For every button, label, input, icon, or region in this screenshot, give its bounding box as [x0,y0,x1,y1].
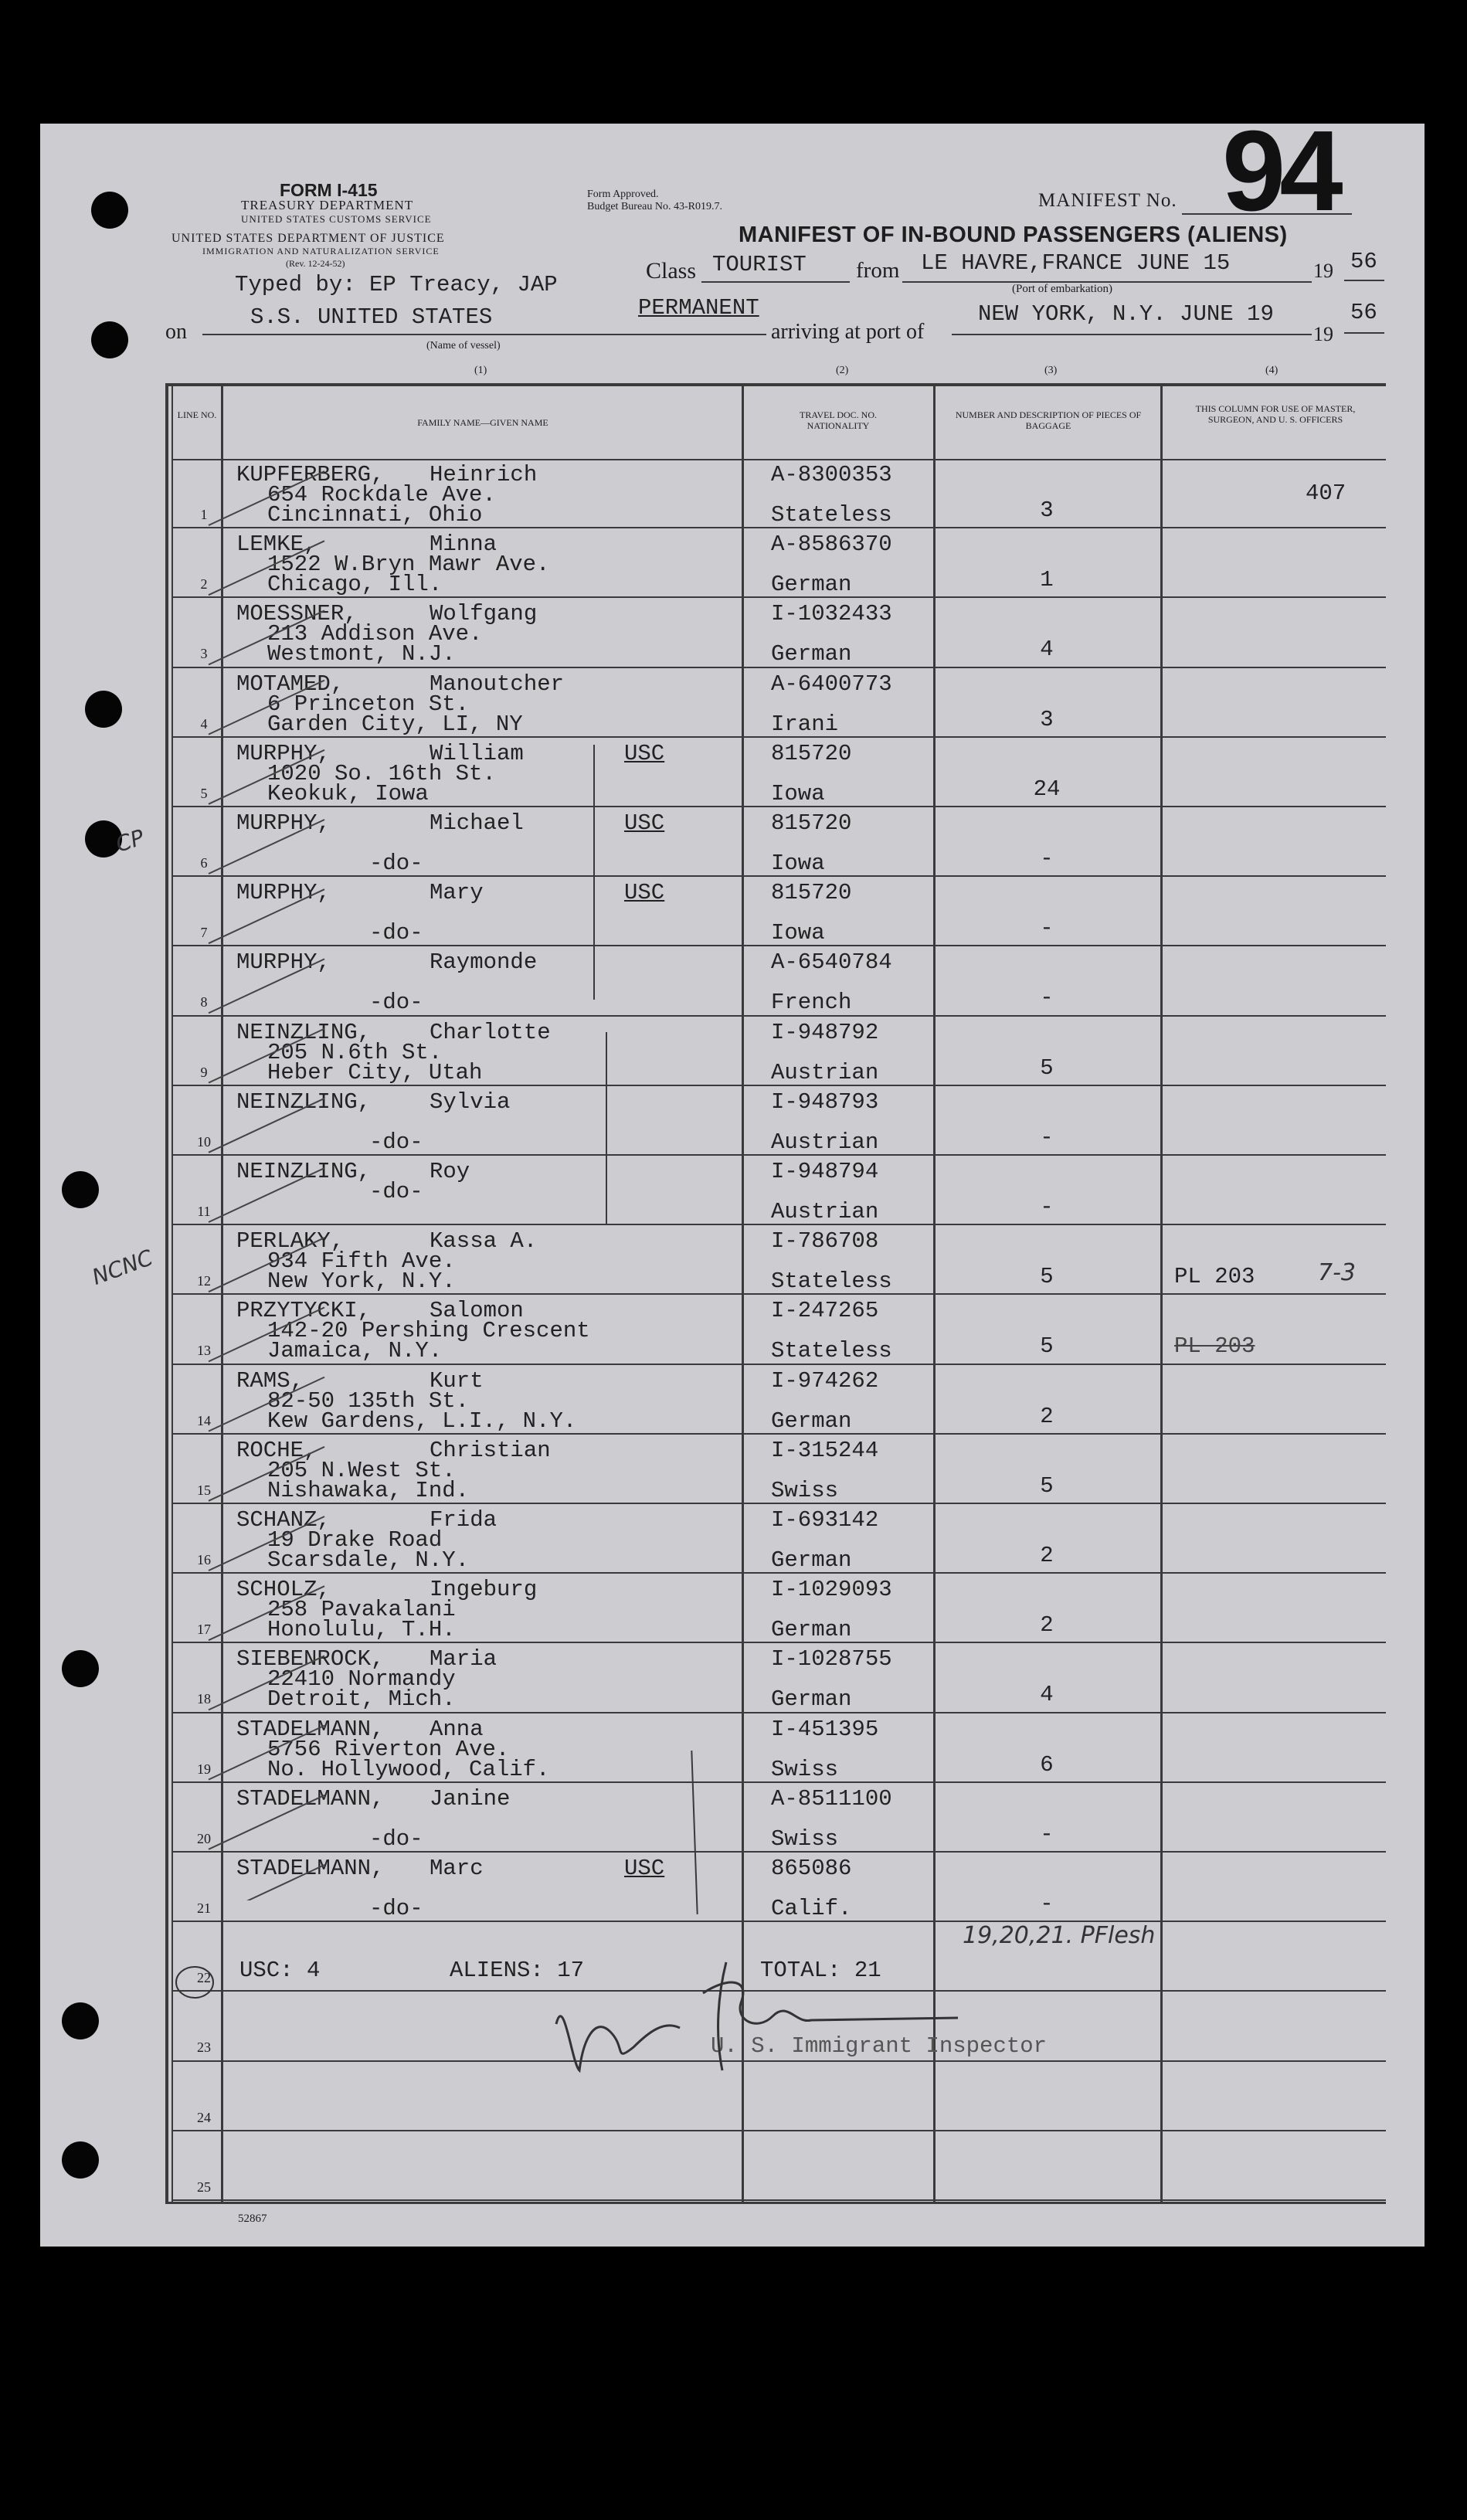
nationality: Iowa [771,920,825,946]
nationality: Irani [771,711,839,737]
officer-note: PL 203 [1174,1333,1255,1360]
handwritten-note: 19,20,21. PFlesh [963,1922,1156,1949]
nationality: Swiss [771,1756,839,1782]
address-line-2: -do- [369,920,423,946]
line-number: 8 [200,994,208,1010]
nationality: Swiss [771,1477,839,1503]
officer-note: 407 [1306,481,1346,506]
address-line-2: Honolulu, T.H. [267,1617,456,1643]
baggage-count: 2 [1040,1403,1054,1429]
family-bracket [593,745,595,1000]
given-name: Roy [430,1159,470,1184]
given-name: William [430,740,524,766]
given-name: Minna [430,532,497,558]
travel-doc-number: I-1029093 [771,1577,892,1603]
line-number: 20 [197,1830,211,1846]
address-line-2: No. Hollywood, Calif. [267,1756,550,1782]
line-number: 18 [197,1691,211,1707]
nationality: Stateless [771,502,892,528]
address-line-2: Cincinnati, Ohio [267,502,483,528]
nationality: Austrian [771,1059,879,1085]
given-name: Ingeburg [430,1577,538,1603]
travel-doc-number: A-8511100 [771,1785,892,1812]
baggage-count: 5 [1040,1055,1054,1081]
travel-doc-number: I-693142 [771,1507,879,1533]
typed-by: Typed by: EP Treacy, JAP [235,272,558,297]
nationality: German [771,572,852,598]
family-name: NEINZLING, [236,1019,372,1045]
binder-hole [91,321,128,358]
address-line-1: 205 N.6th St. [267,1039,443,1065]
usc-mark: USC [624,880,665,906]
travel-doc-number: I-974262 [771,1367,879,1394]
travel-doc-number: I-247265 [771,1298,879,1324]
travel-doc-number: 865086 [771,1856,852,1881]
travel-doc-number: I-451395 [771,1716,879,1742]
baggage-count: - [1040,846,1054,871]
given-name: Raymonde [430,949,538,976]
row-divider [173,2199,1386,2201]
line-number: 22 [197,1970,211,1986]
line-22-circle [171,1959,218,2005]
line-number: 10 [197,1133,211,1150]
address-line-1: -do- [369,1179,423,1204]
check-mark [209,1307,324,1361]
address-line-2: Keokuk, Iowa [267,780,429,807]
check-mark [209,820,324,874]
from-label: from [856,258,900,283]
line-number: 16 [197,1552,211,1567]
class-value: TOURIST [712,252,807,277]
vessel-caption: (Name of vessel) [426,340,501,352]
usc-mark: USC [624,740,665,766]
col-head-line: LINE NO. [177,409,217,420]
check-mark [209,889,324,943]
col-head-baggage: NUMBER AND DESCRIPTION OF PIECES OF BAGGAGE [955,409,1142,431]
given-name: Kurt [430,1367,484,1394]
usc-mark: USC [624,810,665,836]
col-head-officers: THIS COLUMN FOR USE OF MASTER, SURGEON, AND U. S. OFFICERS [1195,403,1356,425]
travel-doc-number: I-1028755 [771,1646,892,1673]
check-mark [209,541,324,595]
line-number: 12 [197,1273,211,1289]
year-from: 56 [1350,249,1377,274]
travel-doc-number: A-6540784 [771,949,892,976]
baggage-count: 5 [1040,1333,1054,1360]
on-label: on [165,320,187,344]
port-embark-caption: (Port of embarkation) [1012,283,1112,295]
given-name: Janine [430,1785,511,1812]
nationality: Calif. [771,1896,852,1921]
baggage-count: - [1040,1821,1054,1847]
check-mark [209,1238,324,1292]
col-num-4: (4) [1265,365,1279,376]
binder-hole [91,192,128,229]
nationality: German [771,1617,852,1643]
line-number: 9 [200,1064,208,1080]
address-line-2: Kew Gardens, L.I., N.Y. [267,1408,577,1434]
travel-doc-number: I-948794 [771,1159,879,1184]
address-line-2: New York, N.Y. [267,1268,456,1295]
binder-hole [85,691,122,728]
page-title: MANIFEST OF IN-BOUND PASSENGERS (ALIENS) [739,222,1288,247]
address-line-2: Westmont, N.J. [267,641,456,667]
officer-note: PL 203 [1174,1264,1255,1290]
nationality: Iowa [771,780,825,807]
given-name: Sylvia [430,1088,511,1115]
address-line-2: -do- [369,851,423,876]
address-line-1: 5756 Riverton Ave. [267,1736,510,1762]
line-number: 6 [200,855,208,871]
rev-label: (Rev. 12-24-52) [286,258,345,269]
check-mark [209,1447,324,1501]
address-line-1: 934 Fifth Ave. [267,1248,456,1275]
nationality: Austrian [771,1199,879,1224]
family-name: STADELMANN, [236,1785,385,1812]
class-line [701,281,850,283]
col-num-1: (1) [474,365,487,376]
nationality: Austrian [771,1129,879,1155]
travel-doc-number: I-786708 [771,1228,879,1255]
form-number: FORM I-415 [280,180,378,200]
nationality: German [771,1408,852,1434]
check-mark [209,1795,324,1849]
year-from-line [1344,280,1384,281]
summary-usc: USC: 4 [239,1958,321,1983]
baggage-count: 2 [1040,1543,1054,1568]
travel-doc-number: A-6400773 [771,671,892,697]
family-name: SIEBENROCK, [236,1646,385,1673]
given-name: Manoutcher [430,671,565,697]
baggage-count: 4 [1040,637,1054,663]
binder-hole [62,2002,99,2039]
line-number: 25 [197,2179,211,2195]
justice-label: UNITED STATES DEPARTMENT OF JUSTICE [171,232,445,245]
address-line-1: 205 N.West St. [267,1457,456,1483]
baggage-count: 6 [1040,1751,1054,1778]
manifest-no-label: MANIFEST No. [1038,190,1177,211]
travel-doc-number: I-948793 [771,1088,879,1115]
line-number: 4 [200,715,208,732]
given-name: Christian [430,1437,551,1463]
col-head-name: FAMILY NAME—GIVEN NAME [417,417,548,428]
family-name: MURPHY, [236,949,331,976]
address-line-2: -do- [369,1896,423,1921]
from-value: LE HAVRE,FRANCE JUNE 15 [921,250,1231,276]
check-marks [178,433,379,1900]
nationality: Stateless [771,1338,892,1364]
family-name: PRZYTYCKI, [236,1298,372,1324]
budget-label: Budget Bureau No. 43-R019.7. [587,201,722,212]
line-number: 13 [197,1343,211,1359]
given-name: Charlotte [430,1019,551,1045]
travel-doc-number: I-315244 [771,1437,879,1463]
class-label: Class [646,258,697,284]
address-line-2: Heber City, Utah [267,1059,483,1085]
binder-hole [62,2141,99,2179]
ins-label: IMMIGRATION AND NATURALIZATION SERVICE [202,246,440,256]
address-line-2: Garden City, LI, NY [267,711,523,737]
nationality: Swiss [771,1825,839,1852]
baggage-count: 3 [1040,498,1054,523]
address-line-2: -do- [369,990,423,1016]
given-name: Frida [430,1507,497,1533]
check-mark [209,1656,324,1710]
baggage-count: - [1040,1891,1054,1917]
travel-doc-number: A-8300353 [771,462,892,487]
binder-hole [62,1171,99,1208]
travel-doc-number: A-8586370 [771,532,892,558]
baggage-count: 24 [1033,776,1061,802]
table-bottom-border [165,2202,1386,2204]
given-name: Wolfgang [430,601,538,627]
address-line-1: 654 Rockdale Ave. [267,482,496,508]
family-name: ROCHE, [236,1437,318,1463]
line-number: 11 [197,1204,211,1219]
table-top-border [165,383,1386,386]
arrival-line [952,334,1312,335]
check-mark [209,1029,324,1083]
treasury-label: TREASURY DEPARTMENT [241,198,414,212]
col-num-2: (2) [836,365,849,376]
summary-total: TOTAL: 21 [760,1958,881,1983]
year-arrival-line [1344,332,1384,334]
table-left-border [165,383,168,2203]
address-line-1: 213 Addison Ave. [267,621,483,647]
check-mark [209,1586,324,1640]
binder-hole [62,1650,99,1687]
baggage-count: 4 [1040,1682,1054,1708]
line-number: 24 [197,2109,211,2125]
travel-doc-number: I-948792 [771,1019,879,1045]
baggage-count: - [1040,1124,1054,1150]
nationality: German [771,1686,852,1713]
check-mark [209,681,324,735]
line-number: 19 [197,1761,211,1777]
travel-doc-number: 815720 [771,810,852,836]
check-mark [209,610,324,664]
usc-mark: USC [624,1856,665,1881]
baggage-count: - [1040,915,1054,942]
check-mark [209,1865,324,1900]
address-line-1: 82-50 135th St. [267,1387,470,1414]
baggage-count: - [1040,1194,1054,1220]
margin-mark-ncnc: NCNC [88,1245,157,1290]
family-name: SCHOLZ, [236,1577,331,1603]
check-mark [209,471,324,525]
nationality: Iowa [771,851,825,876]
address-line-1: 142-20 Pershing Crescent [267,1318,590,1344]
family-name: STADELMANN, [236,1716,385,1742]
line-number: 21 [197,1900,211,1916]
approved-label: Form Approved. [587,188,659,200]
family-name: RAMS, [236,1367,304,1394]
check-mark [209,1377,324,1432]
address-line-2: -do- [369,1825,423,1852]
nationality: German [771,641,852,667]
year-prefix: 19 [1313,260,1333,282]
check-mark [209,1726,324,1780]
vessel-line [202,334,766,335]
line-number: 5 [200,785,208,801]
line-number: 23 [197,2039,211,2056]
permanent-stamp: PERMANENT [638,295,759,321]
address-line-2: Jamaica, N.Y. [267,1338,443,1364]
nationality: German [771,1547,852,1573]
form-code: 52867 [238,2213,267,2225]
family-name: NEINZLING, [236,1088,372,1115]
line-number: 14 [197,1412,211,1428]
family-name: MOESSNER, [236,601,358,627]
address-line-2: Chicago, Ill. [267,572,443,598]
check-mark [209,1099,324,1153]
vessel-name: S.S. UNITED STATES [250,304,493,330]
address-line-1: 1522 W.Bryn Mawr Ave. [267,552,550,578]
line-number: 17 [197,1622,211,1638]
given-name: Mary [430,880,484,906]
arrival-port: NEW YORK, N.Y. JUNE 19 [978,301,1274,327]
given-name: Kassa A. [430,1228,538,1255]
address-line-1: 19 Drake Road [267,1527,443,1553]
check-mark [209,750,324,804]
baggage-count: 3 [1040,706,1054,732]
check-mark [209,959,324,1013]
family-name: KUPFERBERG, [236,462,385,487]
baggage-count: 1 [1040,567,1054,593]
travel-doc-number: 815720 [771,880,852,906]
line-number: 7 [200,925,208,941]
line-number: 2 [200,576,208,593]
manifest-number: 94 [1222,107,1337,235]
inspector-label: U. S. Immigrant Inspector [711,2033,1048,2059]
address-line-2: Nishawaka, Ind. [267,1477,470,1503]
given-name: Anna [430,1716,484,1742]
inspector-signature [541,1947,973,2086]
check-mark [209,1516,324,1571]
year-prefix-2: 19 [1313,323,1333,345]
nationality: Stateless [771,1268,892,1295]
address-line-1: 258 Pavakalani [267,1597,456,1623]
baggage-count: 5 [1040,1472,1054,1499]
line-number: 1 [200,507,208,522]
address-line-2: Detroit, Mich. [267,1686,456,1713]
given-name: Michael [430,810,524,836]
given-name: Heinrich [430,462,538,487]
family-name: SCHANZ, [236,1507,331,1533]
handwritten-pl-note: 7-3 [1318,1259,1356,1286]
table-row [173,2131,1386,2201]
family-name: MURPHY, [236,740,331,766]
col-head-travel: TRAVEL DOC. NO. NATIONALITY [799,409,877,431]
line-number: 15 [197,1482,211,1498]
line-number: 3 [200,646,208,662]
travel-doc-number: 815720 [771,740,852,766]
address-line-1: 1020 So. 16th St. [267,760,496,786]
family-name: MURPHY, [236,880,331,906]
family-name: STADELMANN, [236,1856,385,1881]
address-line-1: 22410 Normandy [267,1666,456,1693]
customs-label: UNITED STATES CUSTOMS SERVICE [241,213,432,225]
check-mark [209,1168,324,1222]
family-bracket [606,1032,607,1225]
family-name: MURPHY, [236,810,331,836]
given-name: Salomon [430,1298,524,1324]
family-name: LEMKE, [236,532,318,558]
address-line-2: -do- [369,1129,423,1155]
baggage-count: - [1040,985,1054,1011]
summary-aliens: ALIENS: 17 [450,1958,585,1983]
baggage-count: 5 [1040,1264,1054,1290]
given-name: Maria [430,1646,497,1673]
family-name: MOTAMED, [236,671,345,697]
arriving-label: arriving at port of [771,320,925,344]
baggage-count: 2 [1040,1612,1054,1639]
address-line-1: 6 Princeton St. [267,691,470,717]
travel-doc-number: I-1032433 [771,601,892,627]
col-num-3: (3) [1044,365,1058,376]
family-name: NEINZLING, [236,1159,372,1184]
given-name: Marc [430,1856,484,1881]
year-arrival: 56 [1350,300,1377,325]
nationality: French [771,990,852,1016]
family-name: PERLAKY, [236,1228,345,1255]
address-line-2: Scarsdale, N.Y. [267,1547,470,1573]
margin-mark-cp: CP [112,824,148,858]
